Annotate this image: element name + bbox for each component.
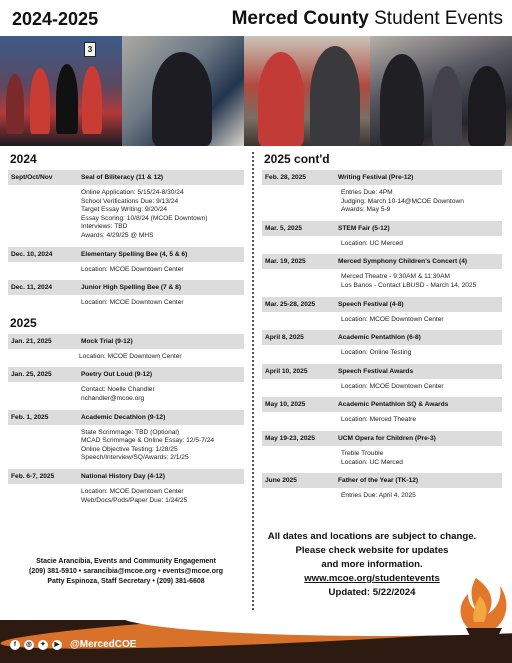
event-detail-line: Location: MCOE Downtown Center: [81, 487, 184, 495]
event-details: [8, 349, 244, 368]
event-detail-line: Essay Scoring: 10/8/24 (MCOE Downtown): [81, 214, 208, 222]
event-date: Mar. 25-28, 2025: [265, 300, 316, 308]
event-academic-pentathlon: [262, 330, 502, 364]
event-detail-line: Location: MCOE Downtown Center: [81, 299, 184, 307]
heading-2025-contd: 2025 cont'd: [264, 152, 330, 166]
number-card: 3: [84, 42, 96, 57]
event-pentathlon-sq-awards: [262, 397, 502, 431]
event-name: Elementary Spelling Bee (4, 5 & 6): [81, 250, 188, 258]
title-subtitle: Student Events: [374, 8, 503, 29]
event-details: [8, 382, 244, 409]
website-link[interactable]: www.mcoe.org/studentevents: [304, 573, 440, 584]
event-details: [8, 262, 244, 281]
event-row: [262, 297, 502, 312]
event-details: [262, 412, 502, 431]
event-date: Mar. 5, 2025: [265, 224, 303, 232]
event-row: [8, 367, 244, 382]
event-details: [262, 236, 502, 255]
event-name: Father of the Year (TK-12): [338, 477, 419, 485]
event-row: [262, 254, 502, 269]
event-date: Feb. 28, 2025: [265, 174, 307, 181]
event-speech-festival: [262, 297, 502, 331]
event-date: Dec. 10, 2024: [11, 250, 53, 258]
photo-students-speaking: [370, 36, 512, 146]
event-detail-line: Entries Due: April 4, 2025: [341, 492, 416, 500]
event-detail-line: Judging: March 10-14@MCOE Downtown: [341, 197, 464, 205]
event-name: Junior High Spelling Bee (7 & 8): [81, 284, 182, 292]
updated-date: Updated: 5/22/2024: [328, 587, 416, 598]
event-details: [262, 312, 502, 331]
event-date: April 10, 2025: [265, 367, 308, 375]
event-row: [8, 170, 244, 185]
twitter-icon[interactable]: ✦: [38, 640, 48, 650]
event-date: April 8, 2025: [265, 334, 304, 342]
event-detail-line: Merced Theatre - 9:30AM & 11:30AM: [341, 273, 450, 281]
event-detail-line: State Scrimmage: TBD (Optional): [81, 428, 180, 436]
event-ucm-opera: [262, 431, 502, 473]
contact-email-link[interactable]: nchandler@mcoe.org: [81, 394, 145, 402]
event-date: Mar. 19, 2025: [265, 258, 306, 266]
event-detail-line: Location: UC Merced: [341, 458, 403, 466]
event-row: [8, 334, 244, 349]
photo-student-presenting: [244, 36, 370, 146]
event-detail-line: Location: UC Merced: [341, 239, 403, 247]
event-detail-line: Target Essay Writing: 9/20/24: [81, 206, 168, 214]
torch-logo: [446, 570, 512, 663]
event-name: Speech Festival (4-8): [338, 300, 404, 308]
event-date: Sept/Oct/Nov: [11, 174, 53, 181]
event-stem-fair: [262, 221, 502, 255]
event-detail-line: Speech/Interview/SQ/Awards: 2/1/25: [81, 454, 189, 462]
event-name: Academic Pentathlon SQ & Awards: [338, 401, 449, 409]
event-detail-line: Entries Due: 4PM: [341, 189, 393, 196]
event-national-history-day: [8, 469, 244, 511]
contact-line: Patty Espinoza, Staff Secretary • (209) 381-6608: [47, 578, 205, 585]
year-title: 2024-2025: [12, 9, 99, 29]
event-details: [262, 488, 502, 507]
event-writing-festival: [262, 170, 502, 221]
event-row: [262, 397, 502, 412]
event-detail-line: Contact: Noelle Chandler: [81, 386, 155, 394]
event-poetry-out-loud: [8, 367, 244, 409]
event-seal-of-biliteracy: [8, 170, 244, 247]
county-name: Merced County: [231, 8, 369, 29]
event-detail-line: Location: MCOE Downtown Center: [79, 352, 182, 360]
event-row: [8, 410, 244, 425]
event-row: [8, 469, 244, 484]
event-row: [262, 431, 502, 446]
event-date: Dec. 11, 2024: [11, 284, 53, 292]
event-name: STEM Fair (5-12): [338, 224, 390, 232]
event-row: [8, 247, 244, 262]
event-detail-line: Treble Trouble: [341, 449, 384, 457]
event-date: Jan. 21, 2025: [11, 337, 52, 345]
youtube-icon[interactable]: ▶: [52, 640, 62, 650]
event-name: Poetry Out Loud (9-12): [81, 371, 153, 379]
social-handle[interactable]: @MercedCOE: [70, 639, 137, 650]
event-academic-decathlon: [8, 410, 244, 469]
event-speech-festival-awards: [262, 364, 502, 398]
event-row: [8, 280, 244, 295]
photo-strip: [0, 36, 512, 146]
event-detail-line: Location: MCOE Downtown Center: [81, 265, 184, 273]
event-elementary-spelling-bee: [8, 247, 244, 281]
event-name: Merced Symphony Children's Concert (4): [338, 258, 468, 266]
event-name: UCM Opera for Children (Pre-3): [338, 434, 436, 442]
contact-block: [8, 557, 244, 587]
event-name: Writing Festival (Pre-12): [338, 174, 414, 181]
event-date: Feb. 1, 2025: [11, 413, 49, 421]
event-detail-line: Location: MCOE Downtown Center: [341, 315, 444, 323]
instagram-icon[interactable]: ◎: [24, 640, 34, 650]
event-detail-line: Interviews: TBD: [81, 223, 128, 231]
event-row: [262, 170, 502, 185]
right-column: [262, 150, 502, 507]
event-symphony-concert: [262, 254, 502, 296]
event-row: [262, 364, 502, 379]
event-detail-line: Location: Merced Theatre: [341, 416, 417, 424]
event-details: [262, 345, 502, 364]
event-name: Mock Trial (9-12): [81, 337, 133, 345]
facebook-icon[interactable]: f: [10, 640, 20, 650]
event-date: May 19-23, 2025: [265, 434, 315, 442]
event-mock-trial: [8, 334, 244, 368]
contact-line: (209) 381-5910 • sarancibia@mcoe.org • events@mcoe.org: [28, 568, 224, 575]
event-detail-line: MCAD Scrimmage & Online Essay: 12/5-7/24: [81, 437, 215, 445]
photo-student-writing: [122, 36, 244, 146]
social-links: [10, 639, 136, 650]
event-detail-line: Awards: May 5-9: [341, 206, 391, 214]
event-name: Seal of Biliteracy (11 & 12): [81, 174, 164, 181]
event-detail-line: Online Application: 5/15/24-8/30/24: [81, 189, 184, 196]
event-detail-line: Awards: 4/29/25 @ MHS: [81, 231, 154, 239]
event-name: Academic Decathlon (9-12): [81, 413, 166, 421]
notice-line: Please check website for updates: [295, 545, 449, 556]
event-date: May 10, 2025: [265, 401, 306, 409]
event-row: [262, 330, 502, 345]
photo-stage-students: [0, 36, 122, 146]
event-detail-line: Los Banos - Contact LBUSD - March 14, 2025: [341, 281, 477, 289]
event-detail-line: Web/Docs/Pods/Paper Due: 1/24/25: [81, 496, 188, 504]
event-date: June 2025: [265, 477, 297, 485]
event-details: [262, 446, 502, 473]
heading-2025: 2025: [10, 315, 37, 330]
event-details: [8, 185, 244, 247]
event-details: [262, 379, 502, 398]
event-row: [262, 473, 502, 488]
notice-line: and more information.: [321, 559, 423, 570]
contact-line: Stacie Arancibia, Events and Community Engagement: [36, 558, 216, 565]
event-details: [262, 185, 502, 221]
event-father-of-the-year: [262, 473, 502, 507]
event-row: [262, 221, 502, 236]
heading-2024: 2024: [10, 152, 37, 166]
notice-line: All dates and locations are subject to change.: [267, 531, 477, 542]
event-detail-line: Location: Online Testing: [341, 349, 412, 357]
event-details: [8, 295, 244, 314]
event-junior-high-spelling-bee: [8, 280, 244, 314]
event-details: [8, 425, 244, 469]
event-name: Academic Pentathlon (6-8): [338, 334, 421, 342]
event-detail-line: School Verifications Due: 9/13/24: [81, 197, 179, 205]
event-detail-line: Online Objective Testing: 1/28/25: [81, 445, 178, 453]
column-divider: [252, 152, 254, 610]
left-column: [8, 150, 244, 511]
event-date: Feb. 6-7, 2025: [11, 472, 55, 480]
event-date: Jan. 25, 2025: [11, 371, 52, 379]
header: [0, 0, 512, 36]
event-details: [8, 484, 244, 511]
page-title: [232, 8, 503, 30]
event-name: Speech Festival Awards: [338, 367, 414, 375]
event-detail-line: Location: MCOE Downtown Center: [341, 382, 444, 390]
event-details: [262, 269, 502, 296]
event-name: National History Day (4-12): [81, 472, 165, 480]
